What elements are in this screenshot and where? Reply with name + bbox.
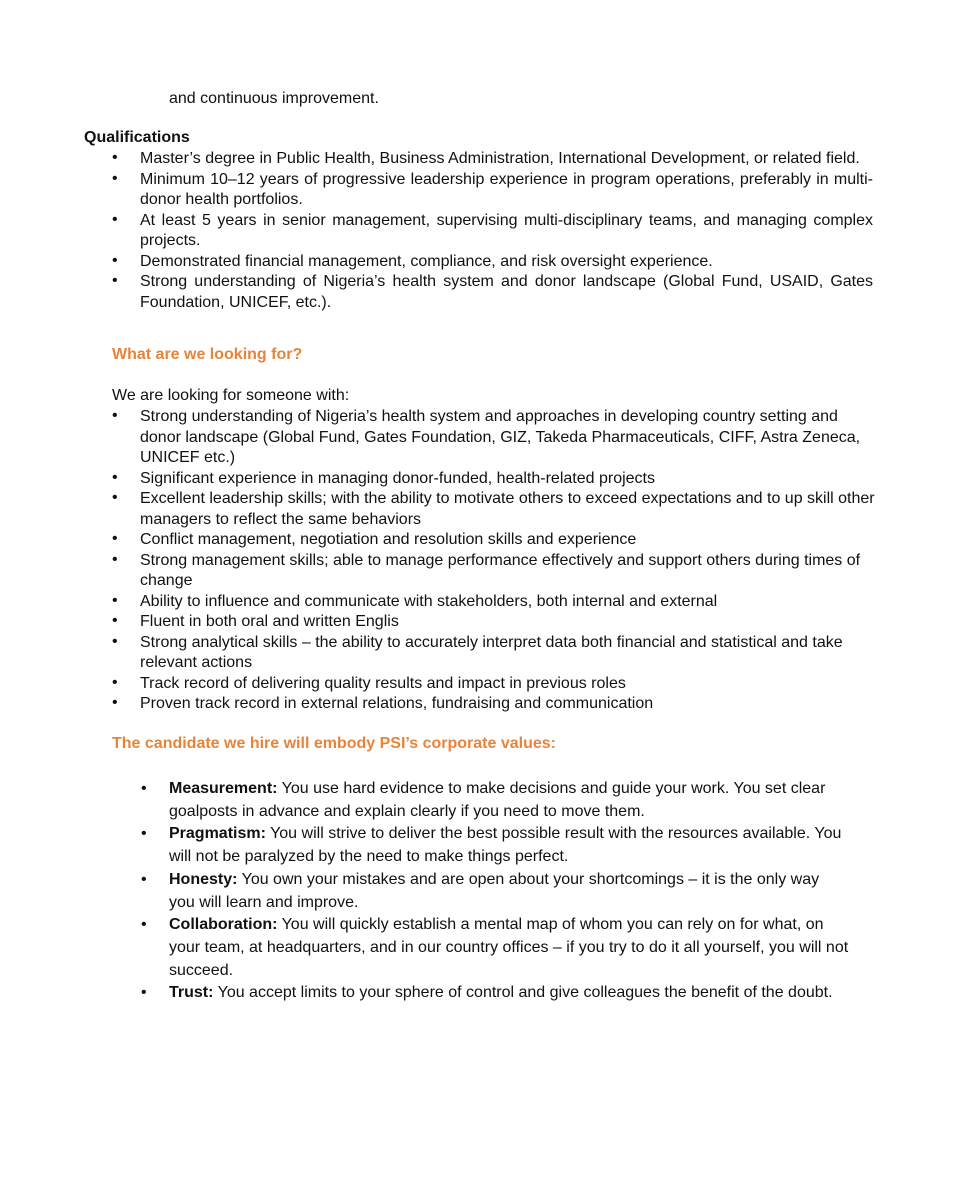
- bullet-icon: •: [112, 694, 118, 711]
- bullet-icon: •: [112, 530, 118, 547]
- bullet-icon: •: [141, 870, 147, 888]
- looking-for-intro: We are looking for someone with:: [112, 387, 350, 404]
- bullet-icon: •: [141, 984, 147, 1002]
- bullet-icon: •: [141, 780, 147, 797]
- list-item: • At least 5 years in senior management, supervising multi-disciplinary teams, and managing complex projects.: [112, 210, 873, 249]
- list-item: • Significant experience in managing donor-funded, health-related projects: [112, 468, 655, 487]
- bullet-icon: •: [112, 251, 118, 269]
- qualifications-heading: Qualifications: [84, 129, 190, 146]
- list-item: • Measurement: You use hard evidence to make decisions and guide your work. You set clear goalposts in advance and explain clearly if you need to move them.: [141, 780, 826, 820]
- values-heading: The candidate we hire will embody PSI’s corporate values:: [112, 735, 556, 752]
- value-label: Measurement:: [169, 780, 278, 797]
- list-item: • Honesty: You own your mistakes and are open about your shortcomings – it is the only way you will learn and improve.: [141, 870, 820, 911]
- list-item: • Excellent leadership skills; with the ability to motivate others to exceed expectations and to up skill other managers to reflect the same behaviors: [112, 489, 875, 528]
- bullet-icon: •: [112, 468, 118, 486]
- list-item: • Pragmatism: You will strive to deliver the best possible result with the resources available. You will not be paralyzed by the need to make things perfect.: [141, 825, 842, 866]
- list-item: • Strong management skills; able to manage performance effectively and support others during times of change: [112, 550, 861, 589]
- list-item: • Proven track record in external relations, fundraising and communication: [112, 694, 654, 712]
- list-item: • Fluent in both oral and written Englis: [112, 612, 399, 630]
- bullet-icon: •: [112, 272, 118, 289]
- bullet-icon: •: [112, 210, 118, 228]
- list-item: • Strong understanding of Nigeria’s health system and approaches in developing country setting and donor landscape (Global Fund, Gates Foundation, GIZ, Takeda Pharmaceuticals, CIFF, Astra Zeneca, UNICEF etc.): [112, 407, 861, 466]
- value-label: Collaboration:: [169, 916, 278, 934]
- bullet-icon: •: [112, 550, 118, 568]
- bullet-icon: •: [112, 149, 118, 166]
- bullet-icon: •: [112, 407, 118, 424]
- list-item: • Track record of delivering quality results and impact in previous roles: [112, 673, 626, 692]
- looking-for-heading: What are we looking for?: [112, 346, 303, 363]
- list-item: • Trust: You accept limits to your sphere of control and give colleagues the benefit of the doubt.: [169, 982, 849, 1005]
- bullet-icon: •: [112, 612, 118, 629]
- bullet-icon: •: [112, 673, 118, 691]
- value-label: Trust:: [169, 984, 214, 1002]
- list-item: • Demonstrated financial management, compliance, and risk oversight experience.: [112, 251, 713, 270]
- list-item: • Conflict management, negotiation and resolution skills and experience: [112, 530, 637, 548]
- bullet-icon: •: [112, 591, 118, 609]
- list-item: • Strong analytical skills – the ability to accurately interpret data both financial and statistical and take relevant actions: [112, 632, 843, 671]
- looking-for-list: [112, 407, 880, 715]
- list-item: • Master’s degree in Public Health, Business Administration, International Development, or related field.: [112, 149, 860, 167]
- bullet-icon: •: [112, 632, 118, 650]
- list-item: • Minimum 10–12 years of progressive leadership experience in program operations, preferably in multi-donor health portfolios.: [112, 169, 873, 208]
- bullet-icon: •: [141, 916, 147, 934]
- list-item: • Collaboration: You will quickly establish a mental map of whom you can rely on for what, on your team, at headquarters, and in our country offices – if you try to do it all yourself, you will not succeed.: [141, 916, 849, 979]
- bullet-icon: •: [112, 489, 118, 506]
- bullet-icon: •: [141, 825, 147, 843]
- value-label: Pragmatism:: [169, 825, 266, 843]
- continuation-text: and continuous improvement.: [169, 90, 379, 107]
- qualifications-list: [112, 149, 873, 313]
- bullet-icon: •: [112, 169, 118, 187]
- list-item: • Strong understanding of Nigeria’s health system and donor landscape (Global Fund, USAID, Gates Foundation, UNICEF, etc.).: [112, 272, 873, 311]
- value-label: Honesty:: [169, 870, 238, 888]
- values-list: [141, 778, 849, 1005]
- list-item: • Ability to influence and communicate with stakeholders, both internal and external: [112, 591, 718, 610]
